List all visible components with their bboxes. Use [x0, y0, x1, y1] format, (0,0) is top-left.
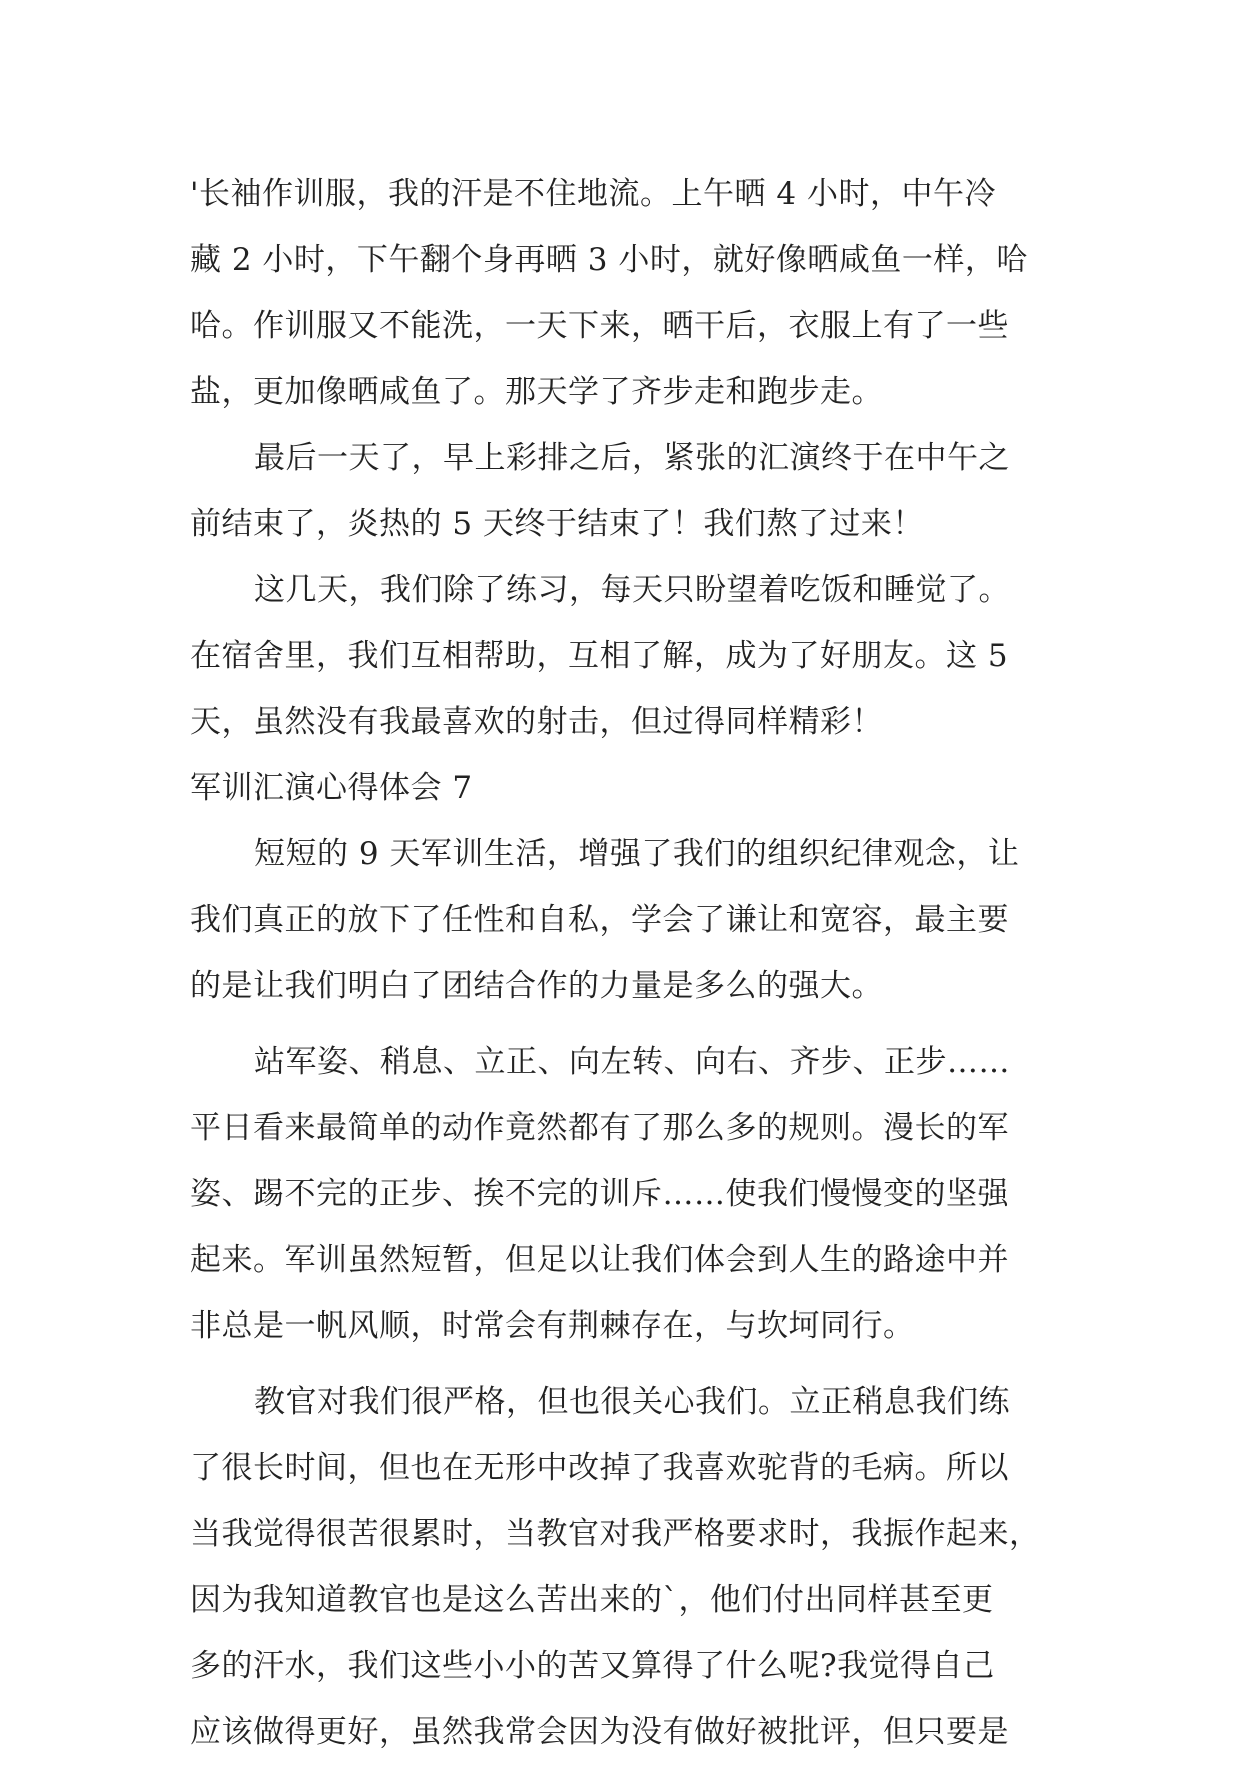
text-line: 藏 2 小时，下午翻个身再晒 3 小时，就好像晒咸鱼一样，哈: [190, 242, 1028, 278]
text-line: 在宿舍里，我们互相帮助，互相了解，成为了好朋友。这 5: [190, 638, 1009, 674]
text-line: 了很长时间，但也在无形中改掉了我喜欢驼背的毛病。所以: [190, 1450, 1009, 1486]
text-line: 哈。作训服又不能洗，一天下来，晒干后，衣服上有了一些: [190, 308, 1009, 344]
section-heading: 军训汇演心得体会 7: [190, 770, 473, 806]
text-line: 我们真正的放下了任性和自私，学会了谦让和宽容，最主要: [190, 902, 1009, 938]
text-line: 非总是一帆风顺，时常会有荆棘存在，与坎坷同行。: [190, 1308, 915, 1344]
text-line: 起来。军训虽然短暂，但足以让我们体会到人生的路途中并: [190, 1242, 1009, 1278]
text-line: 这几天，我们除了练习，每天只盼望着吃饭和睡觉了。: [254, 572, 1010, 608]
text-line: 最后一天了，早上彩排之后，紧张的汇演终于在中午之: [254, 440, 1010, 476]
text-line: 教官对我们很严格，但也很关心我们。立正稍息我们练: [254, 1384, 1010, 1420]
text-line: 当我觉得很苦很累时，当教官对我严格要求时，我振作起来，: [190, 1516, 1041, 1552]
document-body: [190, 161, 1060, 1765]
text-line: 应该做得更好，虽然我常会因为没有做好被批评，但只要是: [190, 1714, 1009, 1750]
text-line: 短短的 9 天军训生活，增强了我们的组织纪律观念，让: [254, 836, 1020, 872]
text-line: 盐，更加像晒咸鱼了。那天学了齐步走和跑步走。: [190, 374, 883, 410]
text-line: 多的汗水，我们这些小小的苦又算得了什么呢?我觉得自己: [190, 1648, 995, 1684]
text-line: 的是让我们明白了团结合作的力量是多么的强大。: [190, 968, 883, 1004]
text-line: 站军姿、稍息、立正、向左转、向右、齐步、正步……: [254, 1044, 1010, 1080]
text-line: 前结束了，炎热的 5 天终于结束了！我们熬了过来！: [190, 506, 924, 542]
text-line: 因为我知道教官也是这么苦出来的`，他们付出同样甚至更: [190, 1582, 994, 1618]
text-line: 姿、踢不完的正步、挨不完的训斥……使我们慢慢变的坚强: [190, 1176, 1009, 1212]
text-line: 天，虽然没有我最喜欢的射击，但过得同样精彩！: [190, 704, 883, 740]
text-line: '长袖作训服，我的汗是不住地流。上午晒 4 小时，中午冷: [190, 176, 996, 212]
text-line: 平日看来最简单的动作竟然都有了那么多的规则。漫长的军: [190, 1110, 1009, 1146]
